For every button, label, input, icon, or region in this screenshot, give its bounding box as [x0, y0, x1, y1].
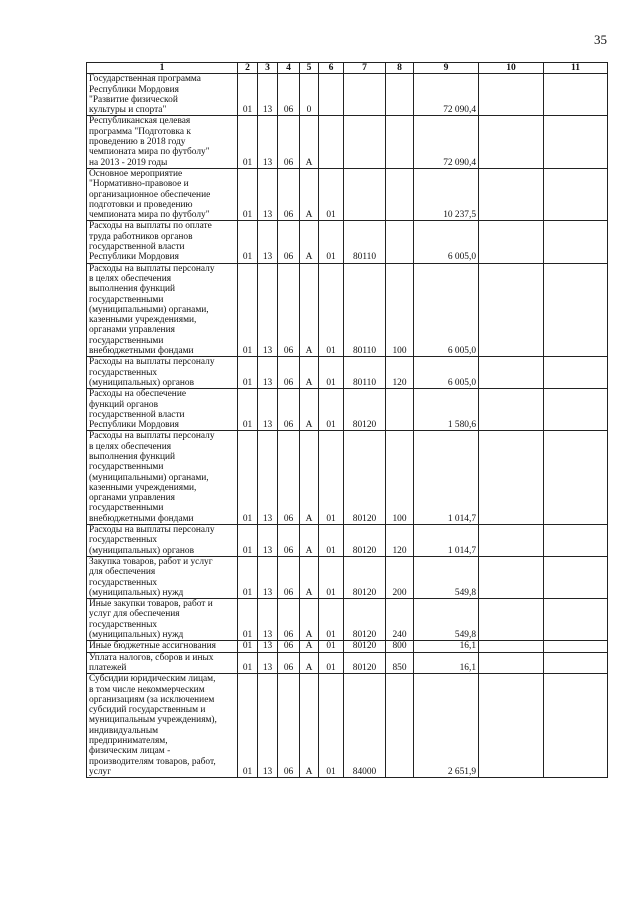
cell-col-8: [386, 389, 414, 431]
cell-col-6: 01: [319, 641, 344, 652]
description-line: чемпионата мира по футболу": [89, 210, 210, 221]
description-line: Республики Мордовия: [89, 84, 179, 95]
description-line: Расходы на выплаты персоналу: [89, 431, 215, 442]
description-line: (муниципальных) нужд: [89, 587, 184, 598]
cell-col-6: [319, 74, 344, 116]
cell-col-4: 06: [278, 357, 300, 389]
cell-col-6: 01: [319, 389, 344, 431]
description-line: в целях обеспечения: [89, 273, 172, 284]
column-header: 9: [414, 63, 479, 74]
description-line: подготовки и проведению: [89, 199, 193, 210]
cell-col-10: [479, 74, 544, 116]
cell-col-4: 06: [278, 641, 300, 652]
description-line: Уплата налогов, сборов и иных: [89, 652, 214, 663]
cell-col-10: [479, 221, 544, 263]
cell-col-11: [544, 116, 608, 168]
cell-col-5: А: [300, 652, 319, 674]
description-line: казенными учреждениями,: [89, 315, 197, 326]
cell-col-3: 13: [258, 168, 278, 220]
cell-col-2: 01: [238, 674, 258, 778]
cell-col-2: 01: [238, 556, 258, 598]
cell-col-3: 13: [258, 357, 278, 389]
description-line: выполнения функций: [89, 284, 176, 295]
cell-col-3: 13: [258, 116, 278, 168]
row-description: [87, 525, 238, 557]
cell-col-8: [386, 221, 414, 263]
cell-col-10: [479, 599, 544, 641]
row-description: [87, 599, 238, 641]
row-description: [87, 357, 238, 389]
cell-col-6: 01: [319, 168, 344, 220]
cell-col-2: 01: [238, 525, 258, 557]
row-description: [87, 431, 238, 525]
description-line: производителям товаров, работ,: [89, 756, 216, 767]
description-line: государственной власти: [89, 409, 185, 420]
column-header: 7: [344, 63, 386, 74]
table-row: [87, 556, 608, 598]
cell-col-10: [479, 525, 544, 557]
description-line: для обеспечения: [89, 567, 156, 578]
description-line: организациям (за исключением: [89, 694, 215, 705]
cell-col-10: [479, 168, 544, 220]
description-line: Республиканская целевая: [89, 116, 191, 127]
cell-col-4: 06: [278, 674, 300, 778]
table-row: [87, 168, 608, 220]
cell-col-9: 72 090,4: [414, 74, 479, 116]
description-line: платежей: [89, 662, 127, 673]
description-line: физическим лицам -: [89, 746, 171, 757]
cell-col-9: 16,1: [414, 652, 479, 674]
cell-col-3: 13: [258, 431, 278, 525]
table-row: [87, 74, 608, 116]
cell-col-8: [386, 74, 414, 116]
cell-col-7: 80110: [344, 221, 386, 263]
row-description: [87, 652, 238, 674]
description-line: предпринимателям,: [89, 736, 168, 746]
cell-col-4: 06: [278, 263, 300, 357]
description-line: государственной власти: [89, 242, 185, 253]
cell-col-2: 01: [238, 641, 258, 652]
row-description: [87, 556, 238, 598]
column-header: 2: [238, 63, 258, 74]
cell-col-9: 1 580,6: [414, 389, 479, 431]
description-line: Расходы на обеспечение: [89, 389, 186, 400]
cell-col-6: 01: [319, 263, 344, 357]
cell-col-6: 01: [319, 652, 344, 674]
cell-col-5: А: [300, 431, 319, 525]
table-body: [87, 74, 608, 778]
cell-col-4: 06: [278, 221, 300, 263]
description-line: внебюджетными фондами: [89, 513, 194, 524]
row-description: [87, 168, 238, 220]
description-line: государственными: [89, 335, 164, 346]
cell-col-5: А: [300, 525, 319, 557]
cell-col-11: [544, 263, 608, 357]
row-description: [87, 74, 238, 116]
cell-col-7: 80110: [344, 357, 386, 389]
cell-col-4: 06: [278, 599, 300, 641]
cell-col-11: [544, 389, 608, 431]
column-header: 10: [479, 63, 544, 74]
description-line: услуг: [89, 766, 112, 777]
cell-col-6: 01: [319, 221, 344, 263]
description-line: органами управления: [89, 493, 175, 504]
cell-col-5: А: [300, 221, 319, 263]
description-line: труда работников органов: [89, 231, 193, 242]
table-row: [87, 652, 608, 674]
cell-col-10: [479, 116, 544, 168]
description-line: казенными учреждениями,: [89, 482, 197, 493]
cell-col-8: 240: [386, 599, 414, 641]
cell-col-10: [479, 556, 544, 598]
cell-col-10: [479, 431, 544, 525]
description-line: функций органов: [89, 399, 159, 410]
description-line: органами управления: [89, 325, 175, 336]
cell-col-4: 06: [278, 652, 300, 674]
column-header: 5: [300, 63, 319, 74]
cell-col-7: [344, 116, 386, 168]
cell-col-4: 06: [278, 431, 300, 525]
cell-col-9: 6 005,0: [414, 263, 479, 357]
description-line: государственных: [89, 535, 158, 546]
budget-table: [86, 62, 608, 778]
cell-col-3: 13: [258, 221, 278, 263]
cell-col-7: 80120: [344, 641, 386, 652]
cell-col-2: 01: [238, 357, 258, 389]
description-line: Иные закупки товаров, работ и: [89, 599, 213, 610]
cell-col-8: [386, 116, 414, 168]
cell-col-3: 13: [258, 641, 278, 652]
cell-col-5: 0: [300, 74, 319, 116]
column-header: 11: [544, 63, 608, 74]
description-line: государственными: [89, 294, 164, 305]
description-line: (муниципальными) органами,: [89, 304, 209, 315]
column-header: 1: [87, 63, 238, 74]
cell-col-7: 80110: [344, 263, 386, 357]
description-line: государственных: [89, 577, 158, 588]
cell-col-5: А: [300, 674, 319, 778]
cell-col-5: А: [300, 263, 319, 357]
cell-col-2: 01: [238, 74, 258, 116]
cell-col-3: 13: [258, 263, 278, 357]
description-line: Иные бюджетные ассигнования: [89, 641, 216, 652]
cell-col-11: [544, 168, 608, 220]
cell-col-4: 06: [278, 168, 300, 220]
cell-col-4: 06: [278, 556, 300, 598]
cell-col-8: 100: [386, 263, 414, 357]
cell-col-6: 01: [319, 674, 344, 778]
cell-col-8: [386, 168, 414, 220]
table-row: [87, 674, 608, 778]
cell-col-5: А: [300, 599, 319, 641]
table-row: [87, 431, 608, 525]
cell-col-9: 1 014,7: [414, 525, 479, 557]
description-line: "Развитие физической: [89, 94, 178, 105]
cell-col-4: 06: [278, 525, 300, 557]
table-row: [87, 263, 608, 357]
description-line: субсидий государственным и: [89, 705, 206, 716]
cell-col-5: А: [300, 168, 319, 220]
description-line: Расходы на выплаты персоналу: [89, 525, 215, 536]
description-line: Республики Мордовия: [89, 420, 179, 431]
cell-col-9: 6 005,0: [414, 221, 479, 263]
cell-col-7: 80120: [344, 389, 386, 431]
table-row: [87, 389, 608, 431]
cell-col-9: 549,8: [414, 556, 479, 598]
description-line: выполнения функций: [89, 451, 176, 462]
cell-col-2: 01: [238, 389, 258, 431]
cell-col-6: 01: [319, 431, 344, 525]
cell-col-11: [544, 431, 608, 525]
description-line: Расходы на выплаты по оплате: [89, 221, 212, 232]
cell-col-3: 13: [258, 389, 278, 431]
column-header: 6: [319, 63, 344, 74]
cell-col-3: 13: [258, 525, 278, 557]
cell-col-9: 549,8: [414, 599, 479, 641]
description-line: Расходы на выплаты персоналу: [89, 357, 215, 368]
cell-col-2: 01: [238, 221, 258, 263]
column-header: 4: [278, 63, 300, 74]
cell-col-4: 06: [278, 74, 300, 116]
cell-col-7: 80120: [344, 525, 386, 557]
description-line: программа "Подготовка к: [89, 126, 191, 137]
cell-col-2: 01: [238, 263, 258, 357]
cell-col-5: А: [300, 389, 319, 431]
cell-col-2: 01: [238, 116, 258, 168]
cell-col-2: 01: [238, 431, 258, 525]
cell-col-11: [544, 674, 608, 778]
column-header: 3: [258, 63, 278, 74]
cell-col-3: 13: [258, 652, 278, 674]
description-line: Государственная программа: [89, 74, 201, 85]
cell-col-7: [344, 74, 386, 116]
description-line: индивидуальным: [89, 725, 159, 736]
cell-col-5: А: [300, 357, 319, 389]
cell-col-8: 120: [386, 525, 414, 557]
cell-col-2: 01: [238, 599, 258, 641]
description-line: (муниципальных) органов: [89, 377, 195, 388]
cell-col-11: [544, 74, 608, 116]
table-row: [87, 599, 608, 641]
description-line: в том числе некоммерческим: [89, 684, 205, 695]
row-description: [87, 221, 238, 263]
description-line: (муниципальными) органами,: [89, 472, 209, 483]
row-description: [87, 116, 238, 168]
cell-col-11: [544, 652, 608, 674]
cell-col-10: [479, 641, 544, 652]
cell-col-6: [319, 116, 344, 168]
cell-col-9: 1 014,7: [414, 431, 479, 525]
row-description: [87, 263, 238, 357]
row-description: [87, 389, 238, 431]
cell-col-10: [479, 389, 544, 431]
cell-col-8: 800: [386, 641, 414, 652]
cell-col-7: [344, 168, 386, 220]
cell-col-3: 13: [258, 674, 278, 778]
cell-col-10: [479, 652, 544, 674]
table-row: [87, 357, 608, 389]
cell-col-4: 06: [278, 116, 300, 168]
cell-col-9: 72 090,4: [414, 116, 479, 168]
cell-col-6: 01: [319, 599, 344, 641]
cell-col-2: 01: [238, 168, 258, 220]
description-line: государственных: [89, 367, 158, 378]
description-line: проведению в 2018 году: [89, 137, 186, 148]
table-row: [87, 641, 608, 652]
cell-col-11: [544, 641, 608, 652]
row-description: [87, 641, 238, 652]
description-line: (муниципальных) нужд: [89, 630, 184, 641]
description-line: (муниципальных) органов: [89, 545, 195, 556]
cell-col-7: 80120: [344, 652, 386, 674]
cell-col-6: 01: [319, 357, 344, 389]
cell-col-9: 16,1: [414, 641, 479, 652]
cell-col-3: 13: [258, 74, 278, 116]
cell-col-5: А: [300, 556, 319, 598]
cell-col-10: [479, 263, 544, 357]
cell-col-3: 13: [258, 599, 278, 641]
table-header-row: [87, 63, 608, 74]
description-line: организационное обеспечение: [89, 189, 211, 200]
cell-col-9: 2 651,9: [414, 674, 479, 778]
cell-col-10: [479, 674, 544, 778]
cell-col-8: [386, 674, 414, 778]
description-line: культуры и спорта": [89, 105, 167, 116]
cell-col-4: 06: [278, 389, 300, 431]
description-line: в целях обеспечения: [89, 441, 172, 452]
description-line: государственных: [89, 619, 158, 630]
cell-col-9: 10 237,5: [414, 168, 479, 220]
description-line: муниципальным учреждениям),: [89, 715, 217, 726]
description-line: Расходы на выплаты персоналу: [89, 263, 215, 274]
description-line: внебюджетными фондами: [89, 346, 194, 357]
cell-col-3: 13: [258, 556, 278, 598]
cell-col-11: [544, 221, 608, 263]
cell-col-11: [544, 599, 608, 641]
table-row: [87, 116, 608, 168]
description-line: Республики Мордовия: [89, 252, 179, 263]
description-line: государственными: [89, 462, 164, 473]
description-line: Субсидии юридическим лицам,: [89, 674, 216, 685]
cell-col-2: 01: [238, 652, 258, 674]
description-line: государственными: [89, 503, 164, 514]
description-line: услуг для обеспечения: [89, 609, 180, 620]
description-line: Закупка товаров, работ и услуг: [89, 556, 213, 567]
cell-col-7: 80120: [344, 431, 386, 525]
cell-col-5: А: [300, 641, 319, 652]
column-header: 8: [386, 63, 414, 74]
cell-col-11: [544, 525, 608, 557]
description-line: "Нормативно-правовое и: [89, 179, 189, 190]
cell-col-6: 01: [319, 525, 344, 557]
cell-col-7: 84000: [344, 674, 386, 778]
description-line: Основное мероприятие: [89, 168, 183, 179]
cell-col-5: А: [300, 116, 319, 168]
cell-col-8: 200: [386, 556, 414, 598]
cell-col-8: 120: [386, 357, 414, 389]
cell-col-7: 80120: [344, 599, 386, 641]
table-row: [87, 221, 608, 263]
description-line: чемпионата мира по футболу": [89, 147, 210, 158]
cell-col-11: [544, 556, 608, 598]
table-row: [87, 525, 608, 557]
page-number: 35: [594, 32, 607, 47]
cell-col-7: 80120: [344, 556, 386, 598]
cell-col-11: [544, 357, 608, 389]
cell-col-8: 850: [386, 652, 414, 674]
description-line: на 2013 - 2019 годы: [89, 157, 168, 168]
cell-col-8: 100: [386, 431, 414, 525]
cell-col-9: 6 005,0: [414, 357, 479, 389]
cell-col-6: 01: [319, 556, 344, 598]
cell-col-10: [479, 357, 544, 389]
row-description: [87, 674, 238, 778]
